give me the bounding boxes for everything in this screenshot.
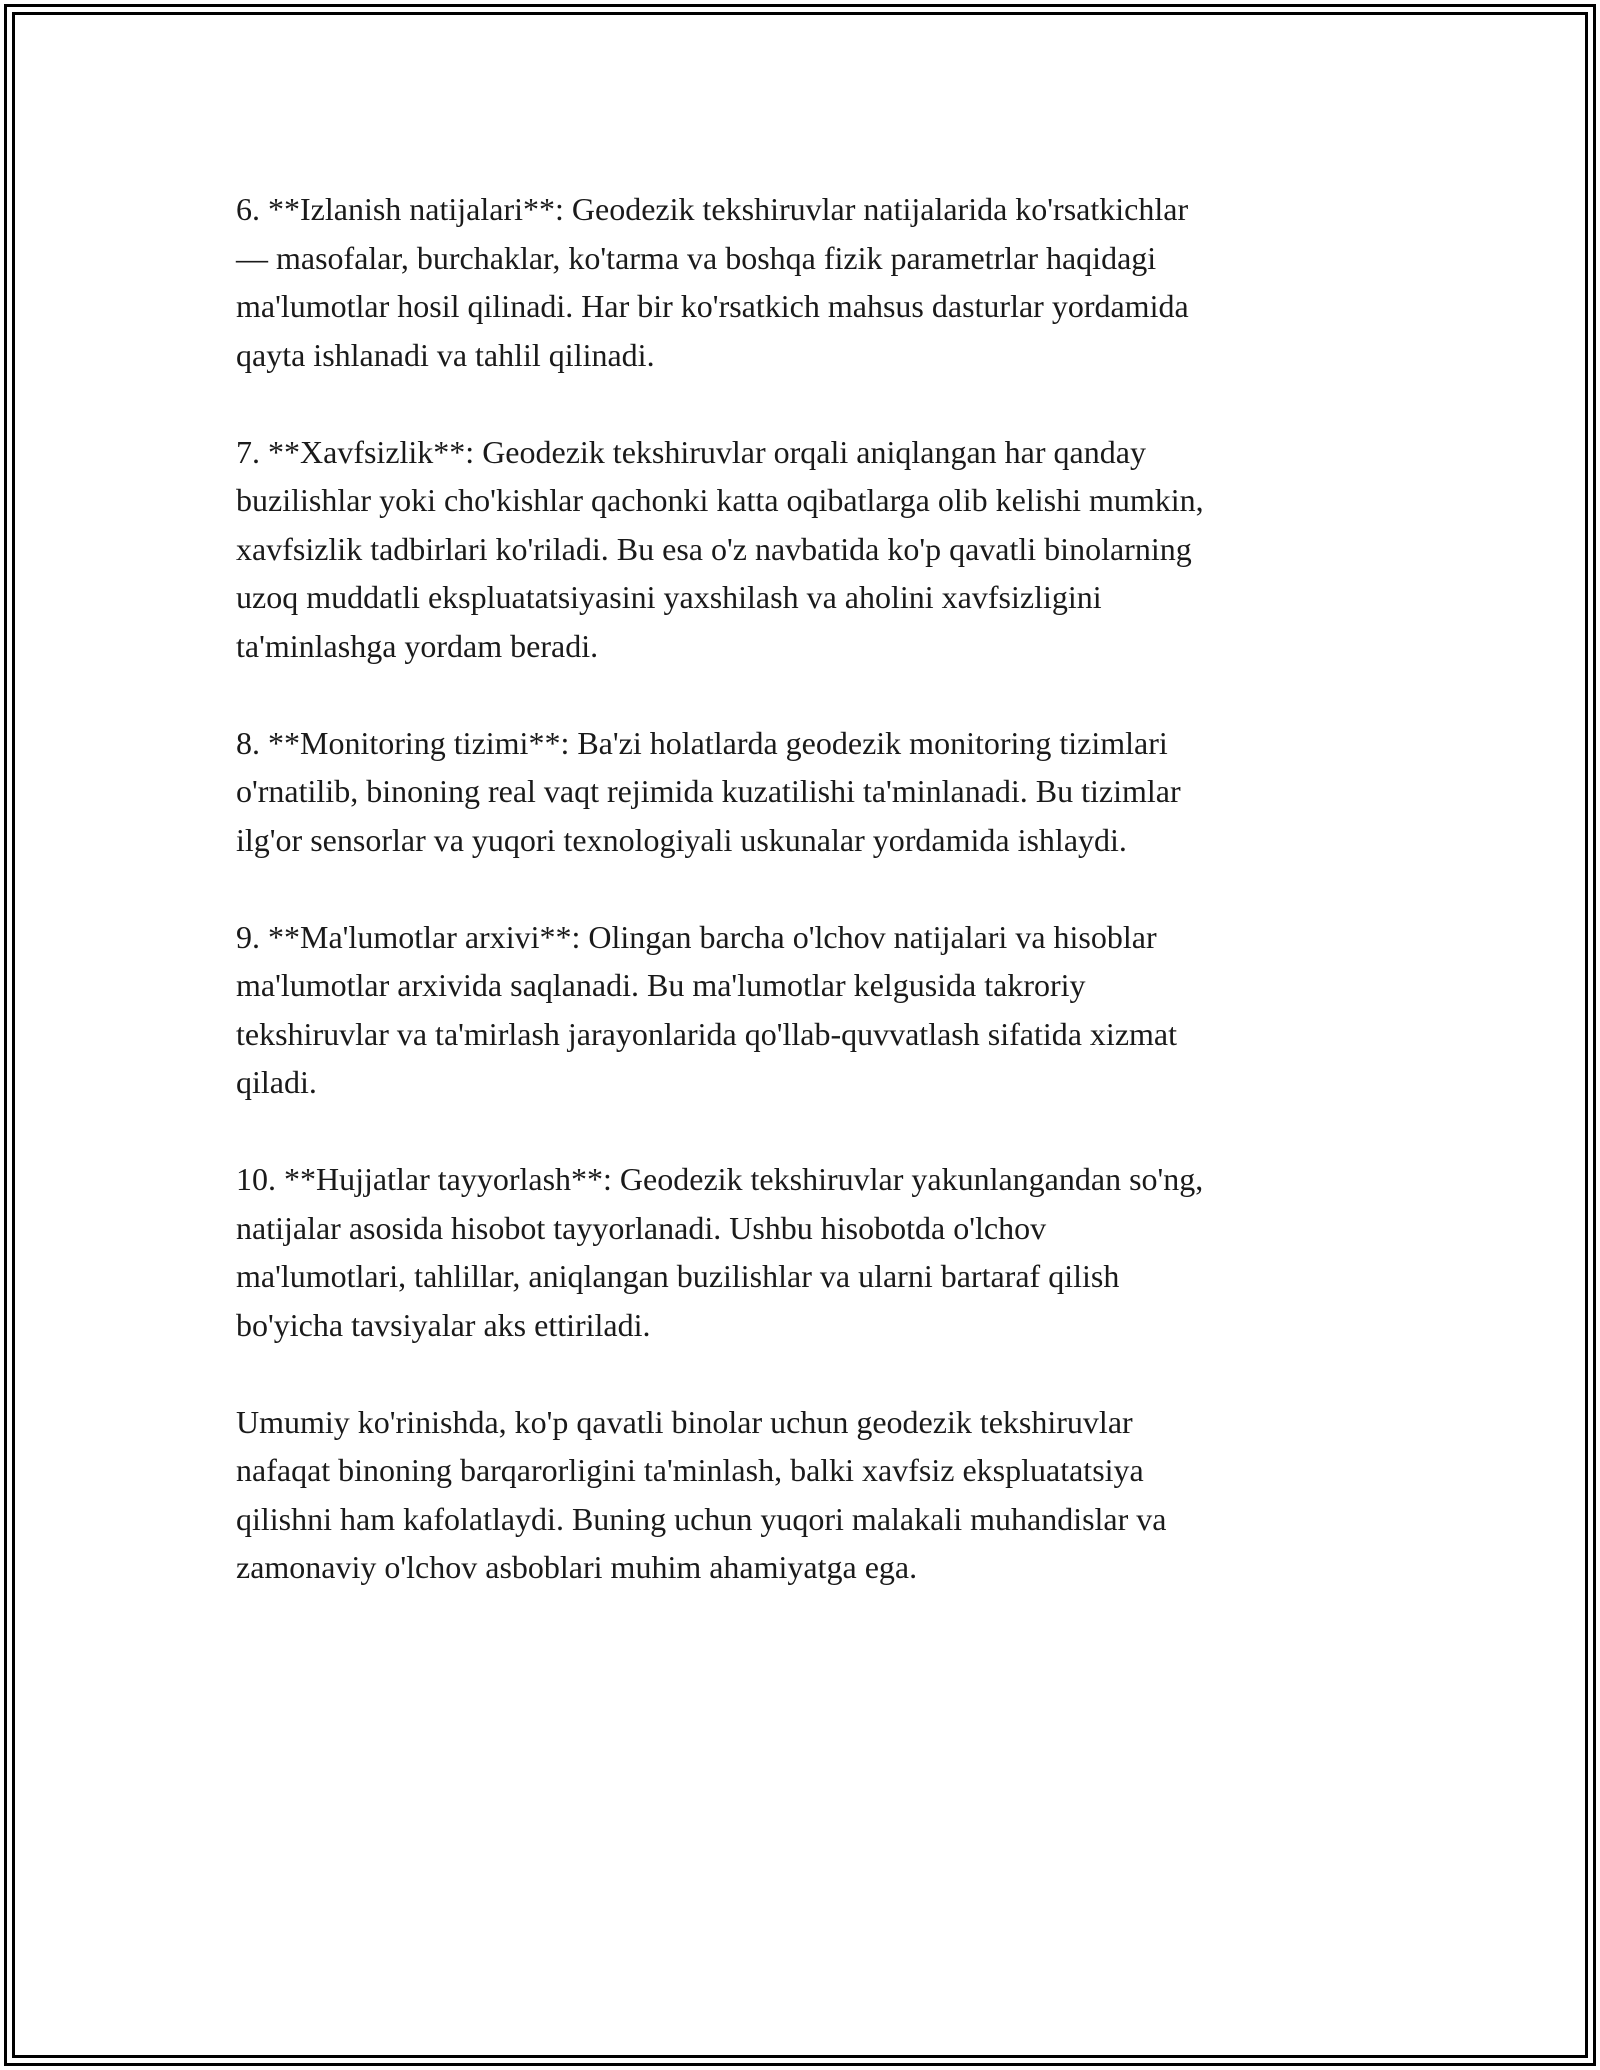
document-body — [236, 185, 1376, 1640]
paragraph-conclusion: Umumiy ko'rinishda, ko'p qavatli binolar uchun geodezik tekshiruvlar nafaqat binoning barqarorligini ta'minlash, balki xavfsiz ekspluatatsiya qilishni ham kafolatlaydi. Buning uchun yuqori malakali muhandislar va zamonaviy o'lchov asboblari muhim ahamiyatga ega. — [236, 1403, 1167, 1585]
paragraph-malumotlar-arxivi: 9. **Ma'lumotlar arxivi**: Olingan barcha o'lchov natijalari va hisoblar ma'lumotlar arxivida saqlanadi. Bu ma'lumotlar kelgusida takroriy tekshiruvlar va ta'mirlash jarayonlarida qo'llab-quvvatlash sifatida xizmat qiladi. — [236, 918, 1177, 1100]
paragraph-hujjatlar-tayyorlash: 10. **Hujjatlar tayyorlash**: Geodezik tekshiruvlar yakunlangandan so'ng, natijalar asosida hisobot tayyorlanadi. Ushbu hisobotda o'lchov ma'lumotlari, tahlillar, aniqlangan buzilishlar va ularni bartaraf qilish bo'yicha tavsiyalar aks ettiriladi. — [236, 1161, 1204, 1343]
paragraph-xavfsizlik: 7. **Xavfsizlik**: Geodezik tekshiruvlar orqali aniqlangan har qanday buzilishlar yoki cho'kishlar qachonki katta oqibatlarga olib kelishi mumkin, xavfsizlik tadbirlari ko'riladi. Bu esa o'z navbatida ko'p qavatli binolarning uzoq muddatli ekspluatatsiyasini yaxshilash va aholini xavfsizligini ta'minlashga yordam beradi. — [236, 433, 1204, 664]
paragraph-izlanish-natijalari: 6. **Izlanish natijalari**: Geodezik tekshiruvlar natijalarida ko'rsatkichlar — masofalar, burchaklar, ko'tarma va boshqa fizik parametrlar haqidagi ma'lumotlar hosil qilinadi. Har bir ko'rsatkich mahsus dasturlar yordamida qayta ishlanadi va tahlil qilinadi. — [236, 191, 1189, 373]
paragraph-monitoring-tizimi: 8. **Monitoring tizimi**: Ba'zi holatlarda geodezik monitoring tizimlari o'rnatilib, binoning real vaqt rejimida kuzatilishi ta'minlanadi. Bu tizimlar ilg'or sensorlar va yuqori texnologiyali uskunalar yordamida ishlaydi. — [236, 724, 1181, 858]
